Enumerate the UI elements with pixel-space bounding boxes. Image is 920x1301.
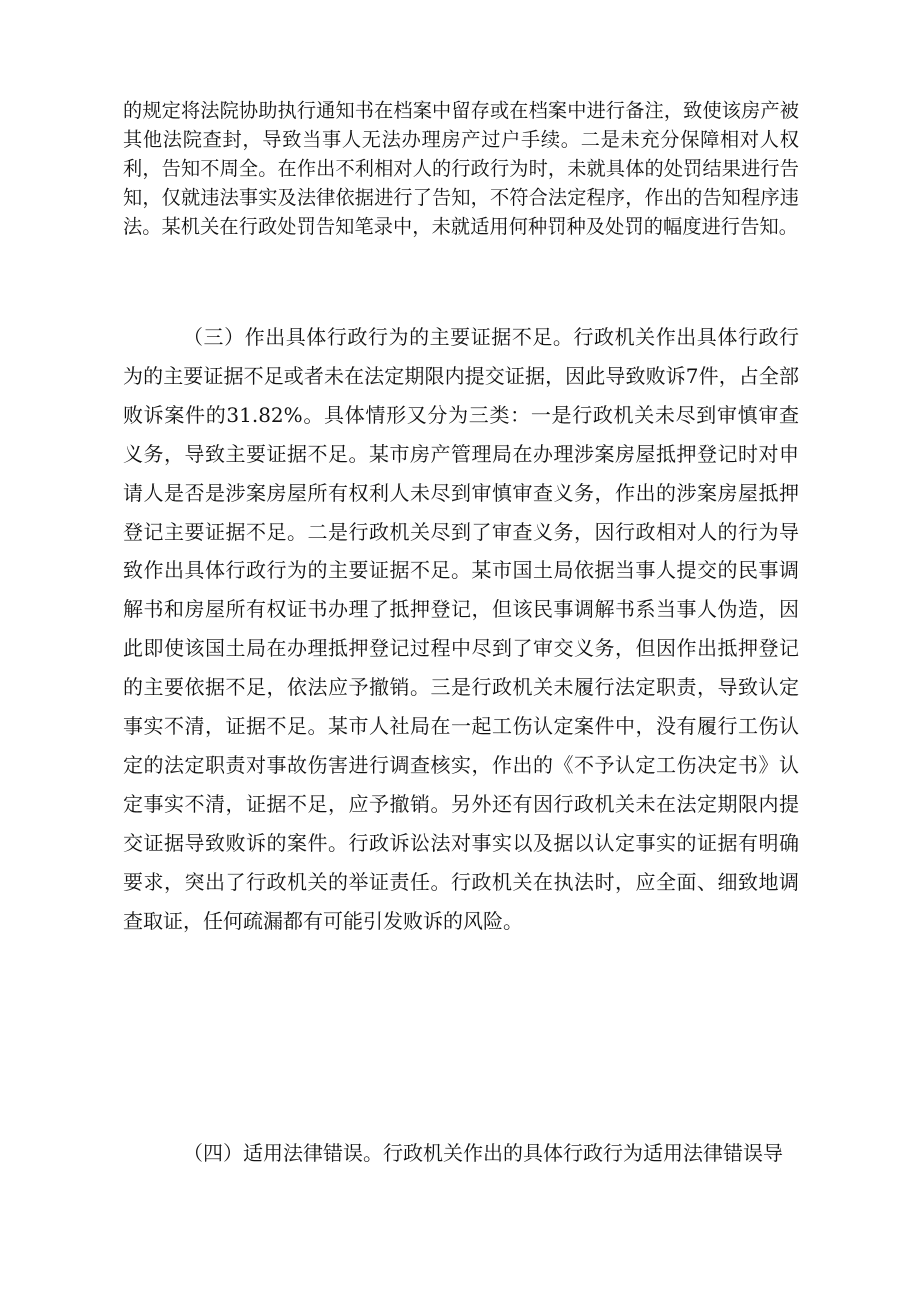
paragraph-continuation: 的规定将法院协助执行通知书在档案中留存或在档案中进行备注，致使该房产被其他法院查封，导致当事人无法办理房产过户手续。二是未充分保障相对人权利，告知不周全。在作出不利相对人的行政行为时，未就具体的处罚结果进行告知，仅就违法事实及法律依据进行了告知，不符合法定程序，作出的告知程序违法。某机关在行政处罚告知笔录中，未就适用何种罚种及处罚的幅度进行告知。 [123,99,799,238]
paragraph-section-4: （四）适用法律错误。行政机关作出的具体行政行为适用法律错误导 [183,1141,783,1165]
paragraph-section-3: （三）作出具体行政行为的主要证据不足。行政机关作出具体行政行为的主要证据不足或者未在法定期限内提交证据，因此导致败诉7件，占全部败诉案件的31.82%。具体情形又分为三类：一是行政机关未尽到审慎审查义务，导致主要证据不足。某市房产管理局在办理涉案房屋抵押登记时对申请人是否是涉案房屋所有权利人未尽到审慎审查义务，作出的涉案房屋抵押登记主要证据不足。二是行政机关尽到了审查义务，因行政相对人的行为导致作出具体行政行为的主要证据不足。某市国土局依据当事人提交的民事调解书和房屋所有权证书办理了抵押登记，但该民事调解书系当事人伪造，因此即使该国土局在办理抵押登记过程中尽到了审交义务，但因作出抵押登记的主要依据不足，依法应予撤销。三是行政机关未履行法定职责，导致认定事实不清，证据不足。某市人社局在一起工伤认定案件中，没有履行工伤认定的法定职责对事故伤害进行调查核实，作出的《不予认定工伤决定书》认定事实不清，证据不足，应予撤销。另外还有因行政机关未在法定期限内提交证据导致败诉的案件。行政诉讼法对事实以及据以认定事实的证据有明确要求，突出了行政机关的举证责任。行政机关在执法时，应全面、细致地调查取证，任何疏漏都有可能引发败诉的风险。 [123,325,799,933]
